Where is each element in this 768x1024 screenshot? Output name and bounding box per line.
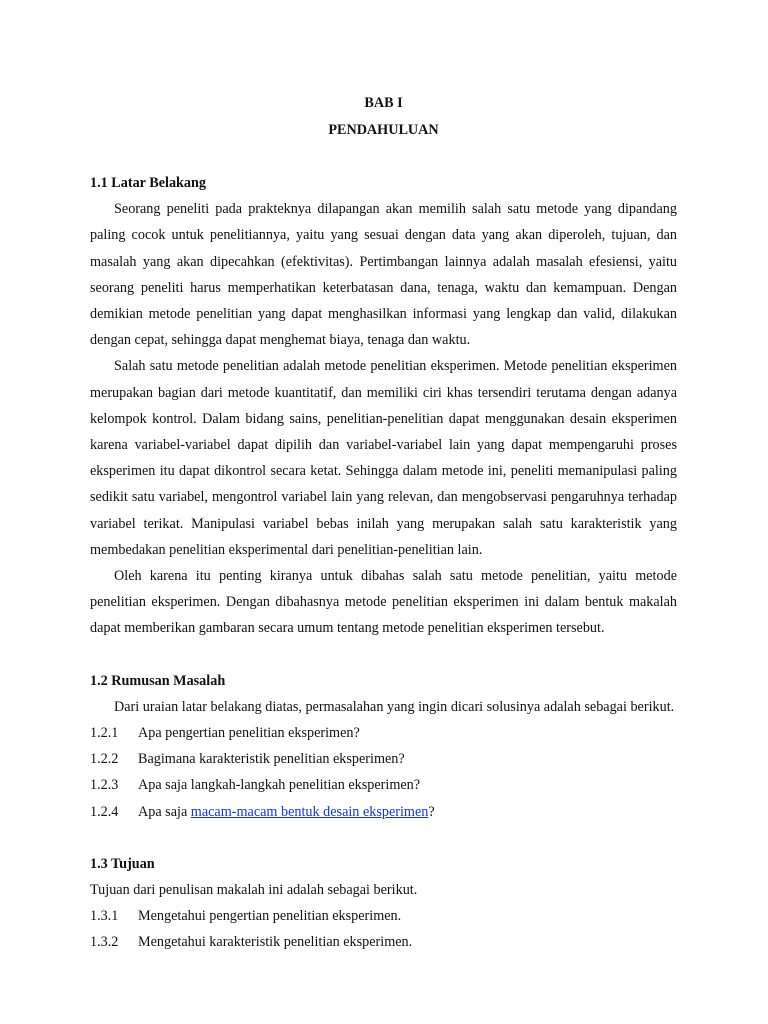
list-item-number: 1.2.2: [90, 751, 119, 768]
list-item-text: Apa pengertian penelitian eksperimen?: [138, 725, 360, 742]
desain-eksperimen-link[interactable]: macam-macam bentuk desain eksperimen: [190, 803, 429, 820]
list-item-suffix: ?: [428, 803, 435, 820]
goal-list: [90, 903, 677, 955]
list-item-text: [138, 799, 435, 825]
paragraph: Seorang peneliti pada prakteknya dilapangan akan memilih salah satu metode yang dipandang paling cocok untuk penelitiannya, yaitu yang sesuai dengan data yang akan diperoleh, tujuan, dan masalah yang akan dipecahkan (efektivitas). Pertimbangan lainnya adalah masalah efesiensi, yaitu seorang peneliti harus memperhatikan keterbatasan dana, tenaga, waktu dan kemampuan. Dengan demikian metode penelitian yang dapat menghasilkan informasi yang lengkap dan valid, dilakukan dengan cepat, sehingga dapat menghemat biaya, tenaga dan waktu.: [90, 201, 677, 349]
spacer: [90, 144, 677, 170]
document-page: [90, 90, 677, 956]
list-item-text: Mengetahui pengertian penelitian eksperimen.: [138, 908, 402, 925]
list-item-text: Mengetahui karakteristik penelitian eksperimen.: [138, 934, 413, 951]
chapter-title: PENDAHULUAN: [328, 122, 439, 138]
list-item: [90, 746, 677, 772]
paragraph: Tujuan dari penulisan makalah ini adalah sebagai berikut.: [90, 882, 418, 899]
list-item-number: 1.3.2: [90, 934, 119, 951]
paragraph: Oleh karena itu penting kiranya untuk dibahas salah satu metode penelitian, yaitu metode penelitian eksperimen. Dengan dibahasnya metode penelitian eksperimen ini dalam bentuk makalah dapat memberikan gambaran secara umum tentang metode penelitian eksperimen tersebut.: [90, 568, 677, 637]
section-heading-latar-belakang: 1.1 Latar Belakang: [90, 175, 207, 191]
list-item-number: 1.3.1: [90, 908, 119, 925]
list-item-number: 1.2.4: [90, 803, 119, 820]
list-item-number: 1.2.1: [90, 725, 119, 742]
problem-list: [90, 720, 677, 825]
paragraph: Dari uraian latar belakang diatas, permasalahan yang ingin dicari solusinya adalah sebagai berikut.: [114, 698, 675, 715]
list-item: [90, 799, 677, 825]
list-item: [90, 903, 677, 929]
list-item-number: 1.2.3: [90, 777, 119, 794]
chapter-number: BAB I: [364, 95, 403, 111]
list-item: [90, 772, 677, 798]
list-item: [90, 720, 677, 746]
spacer: [90, 642, 677, 668]
list-item-text: Bagimana karakteristik penelitian eksperimen?: [138, 751, 405, 768]
list-item-prefix: Apa saja: [138, 803, 191, 820]
spacer: [90, 825, 677, 851]
list-item-text: Apa saja langkah-langkah penelitian eksperimen?: [138, 777, 421, 794]
section-heading-tujuan: 1.3 Tujuan: [90, 855, 155, 872]
section-heading-rumusan-masalah: 1.2 Rumusan Masalah: [90, 672, 226, 689]
paragraph: Salah satu metode penelitian adalah metode penelitian eksperimen. Metode penelitian eksperimen merupakan bagian dari metode kuantitatif, dan memiliki ciri khas tersendiri terutama dengan adanya kelompok kontrol. Dalam bidang sains, penelitian-penelitian dapat menggunakan desain eksperimen karena variabel-variabel dapat dipilih dan variabel-variabel lain yang dapat mempengaruhi proses eksperimen itu dapat dikontrol secara ketat. Sehingga dalam metode ini, peneliti memanipulasi paling sedikit satu variabel, mengontrol variabel lain yang relevan, dan mengobservasi pengaruhnya terhadap variabel terikat. Manipulasi variabel bebas inilah yang merupakan salah satu karakteristik yang membedakan penelitian eksperimental dari penelitian-penelitian lain.: [90, 358, 677, 558]
list-item: [90, 929, 677, 955]
